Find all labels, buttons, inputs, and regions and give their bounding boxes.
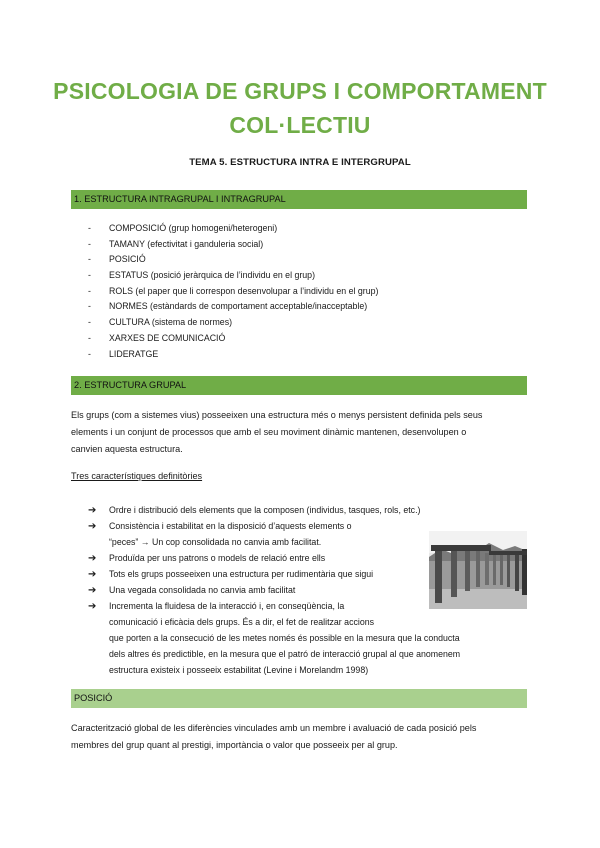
list-item-text: ESTATUS (posició jeràrquica de l’individu en el grup): [109, 270, 316, 281]
list-item-text: COMPOSICIÓ (grup homogeni/heterogeni): [109, 223, 278, 233]
paragraph-line: Els grups (com a sistemes vius) posseeixen una estructura més o menys persistent definida pels seus: [71, 410, 483, 420]
characteristics-subheading: Tres característiques definitòries: [71, 471, 203, 481]
title-line-2: COL·LECTIU: [229, 112, 371, 138]
list-item-text: Ordre i distribució dels elements que la composen (individus, tasques, rols, etc.): [109, 505, 421, 515]
section-1-list: [88, 221, 378, 362]
section-3-heading: POSICIÓ: [71, 689, 527, 708]
arrow-bullet-icon: ➔: [88, 553, 97, 564]
paragraph-line: canvien aquesta estructura.: [71, 444, 183, 455]
section-2-paragraph: [71, 407, 527, 459]
arrow-list-item: [88, 518, 460, 534]
list-item-text: POSICIÓ: [109, 254, 146, 265]
topic-subtitle: TEMA 5. ESTRUCTURA INTRA E INTERGRUPAL: [189, 157, 411, 168]
arrow-list-continuation: [88, 630, 460, 646]
list-item-text: estructura existeix i posseeix estabilitat (Levine i Morelandm 1998): [109, 665, 369, 675]
section-1-heading: 1. ESTRUCTURA INTRAGRUPAL I INTRAGRUPAL: [71, 190, 527, 209]
structure-columns-photo: [429, 531, 527, 609]
dash-bullet: -: [88, 270, 91, 281]
arrow-bullet-icon: ➔: [88, 585, 97, 596]
dash-bullet: -: [88, 254, 91, 265]
arrow-list-continuation: [88, 662, 460, 678]
document-title: [40, 74, 560, 142]
dash-bullet: -: [88, 238, 91, 249]
list-item-text: Incrementa la fluidesa de la interacció i, en conseqüència, la: [109, 601, 345, 611]
arrow-bullet-icon: ➔: [88, 521, 97, 532]
list-item-text: CULTURA (sistema de normes): [109, 317, 233, 328]
arrow-list-continuation: [88, 646, 460, 662]
arrow-list-continuation: [88, 534, 460, 550]
list-item-text: ROLS (el paper que li correspon desenvolupar a l’individu en el grup): [109, 285, 379, 296]
arrow-list-item: [88, 598, 460, 614]
list-item-text: Produïda per uns patrons o models de relació entre ells: [109, 553, 326, 563]
arrow-list-item: [88, 582, 460, 598]
arrow-list-continuation: [88, 614, 460, 630]
section-2-heading: 2. ESTRUCTURA GRUPAL: [71, 376, 527, 395]
list-item: [88, 284, 378, 300]
dash-bullet: -: [88, 285, 91, 296]
arrow-bullet-icon: ➔: [88, 601, 97, 612]
list-item-text: NORMES (estàndards de comportament acceptable/inacceptable): [109, 301, 368, 312]
arrow-list-item: [88, 502, 460, 518]
dash-bullet: -: [88, 317, 91, 328]
arrow-list-item: [88, 566, 460, 582]
arrow-list-item: [88, 550, 460, 566]
arrow-bullet-icon: ➔: [88, 505, 97, 516]
title-line-1: PSICOLOGIA DE GRUPS I COMPORTAMENT: [53, 78, 547, 104]
characteristics-list: [88, 502, 460, 678]
dash-bullet: -: [88, 332, 91, 343]
paragraph-line: membres del grup quant al prestigi, importància o valor que posseeix per al grup.: [71, 740, 398, 751]
paragraph-line: elements i un conjunt de processos que amb el seu moviment dinàmic mantenen, desenvolupen o: [71, 427, 467, 438]
list-item: [88, 299, 378, 315]
list-item-text: comunicació i eficàcia dels grups. És a dir, el fet de realitzar accions: [109, 617, 375, 627]
dash-bullet: -: [88, 223, 91, 233]
arrow-bullet-icon: ➔: [88, 569, 97, 580]
list-item: [88, 331, 378, 347]
list-item-text: Una vegada consolidada no canvia amb facilitat: [109, 585, 296, 595]
list-item-text: “peces” → Un cop consolidada no canvia amb facilitat.: [109, 537, 322, 547]
section-3-paragraph: [71, 720, 527, 754]
list-item-text: Tots els grups posseeixen una estructura per rudimentària que sigui: [109, 569, 374, 579]
list-item-text: XARXES DE COMUNICACIÓ: [109, 332, 226, 343]
list-item: [88, 221, 378, 237]
list-item-text: Consistència i estabilitat en la disposició d’aquests elements o: [109, 521, 352, 531]
list-item-text: LIDERATGE: [109, 348, 159, 359]
list-item: [88, 252, 378, 268]
dash-bullet: -: [88, 301, 91, 312]
dash-bullet: -: [88, 348, 91, 359]
paragraph-line: Caracterització global de les diferències vinculades amb un membre i avaluació de cada posició pels: [71, 723, 477, 733]
columns-image: [429, 531, 527, 609]
list-item: [88, 237, 378, 253]
list-item-text: que porten a la consecució de les metes només és possible en la mesura que la conducta: [109, 633, 460, 643]
list-item: [88, 347, 378, 363]
list-item: [88, 315, 378, 331]
list-item: [88, 268, 378, 284]
list-item-text: TAMANY (efectivitat i ganduleria social): [109, 238, 264, 249]
list-item-text: dels altres és predictible, en la mesura que el patró de interacció grupal al que anomenem: [109, 649, 461, 659]
